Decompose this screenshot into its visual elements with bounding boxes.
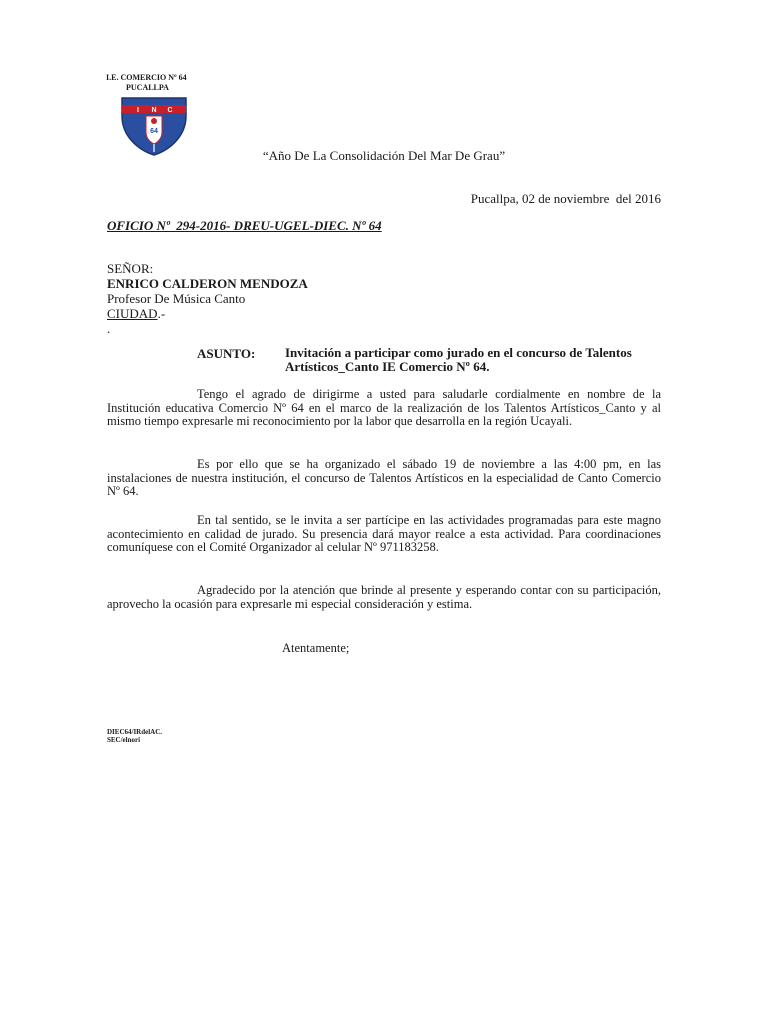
paragraph-3-text: En tal sentido, se le invita a ser partícipe en las actividades programadas para este magno acontecimiento en calidad de jurado. Su presencia dará mayor realce a esta actividad. Para coordinaciones comuníquese con el Comité Organizador al celular Nº 971183258. bbox=[107, 513, 661, 554]
stray-dot: . bbox=[107, 321, 111, 336]
logo-number: 64 bbox=[150, 128, 158, 135]
reference-initials bbox=[107, 728, 162, 744]
subject-text: Invitación a participar como jurado en el concurso de Talentos Artísticos_Canto IE Comercio Nº 64. bbox=[285, 345, 632, 374]
reference-line-2: SEC/elnori bbox=[107, 736, 141, 744]
paragraph-2-text: Es por ello que se ha organizado el sábado 19 de noviembre a las 4:00 pm, en las instalaciones de nuestra institución, el concurso de Talentos Artísticos en la especialidad de Canto Comercio Nº 64. bbox=[107, 457, 661, 498]
recipient-block bbox=[107, 261, 308, 336]
logo-letter-n: N bbox=[151, 107, 157, 114]
paragraph-4-text: Agradecido por la atención que brinde al presente y esperando contar con su participación, aprovecho la ocasión para expresarle mi especial consideración y estima. bbox=[107, 583, 661, 611]
reference-line-1: DIEC64/IRdelAC. bbox=[107, 728, 163, 736]
body-paragraph-3 bbox=[107, 514, 661, 555]
shield-emblem bbox=[151, 118, 157, 124]
logo-letter-c: C bbox=[167, 107, 173, 114]
institution-name: I.E. COMERCIO Nº 64 bbox=[106, 73, 187, 82]
logo-letter-i: I bbox=[137, 107, 139, 114]
body-paragraph-4 bbox=[107, 584, 661, 611]
body-paragraph-1 bbox=[107, 388, 661, 429]
recipient-title: Profesor De Música Canto bbox=[107, 291, 246, 306]
salutation: SEÑOR: bbox=[107, 261, 154, 276]
school-shield-logo bbox=[118, 96, 190, 156]
year-motto: “Año De La Consolidación Del Mar De Grau” bbox=[262, 148, 506, 163]
closing-salutation: Atentamente; bbox=[282, 641, 350, 655]
recipient-city bbox=[107, 306, 308, 321]
body-paragraph-2 bbox=[107, 458, 661, 499]
city-suffix: .- bbox=[157, 306, 166, 321]
institution-city: PUCALLPA bbox=[126, 83, 169, 92]
oficio-number: OFICIO Nº 294-2016- DREU-UGEL-DIEC. Nº 64 bbox=[107, 218, 382, 233]
recipient-name: ENRICO CALDERON MENDOZA bbox=[107, 276, 308, 291]
city-label: CIUDAD bbox=[107, 306, 158, 321]
subject-label: ASUNTO: bbox=[197, 346, 256, 361]
date-line: Pucallpa, 02 de noviembre del 2016 bbox=[470, 191, 661, 206]
paragraph-1-text: Tengo el agrado de dirigirme a usted para saludarle cordialmente en nombre de la Institución educativa Comercio Nº 64 en el marco de la realización de los Talentos Artísticos_Canto y al mismo tiempo expresarle mi reconocimiento por la labor que desarrolla en la región Ucayali. bbox=[107, 387, 661, 428]
institution-header bbox=[106, 73, 187, 93]
